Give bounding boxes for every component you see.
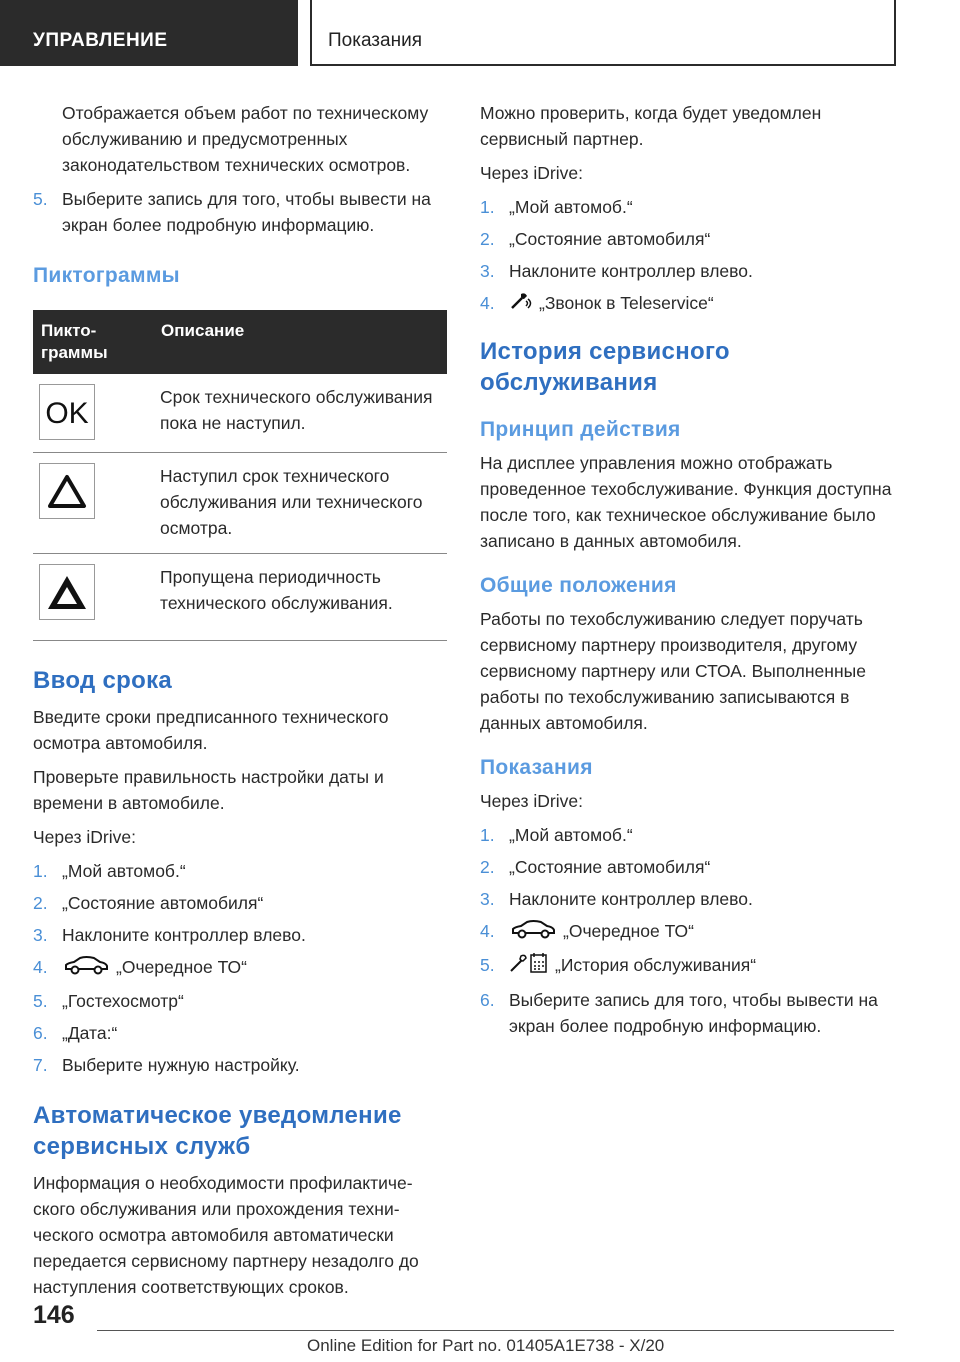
wrench-phone-icon	[509, 291, 533, 318]
page-title: Показания	[328, 30, 422, 51]
right-column	[480, 100, 900, 1047]
warning-triangle-filled-icon	[39, 564, 95, 620]
date-entry-heading: Ввод срока	[33, 667, 173, 694]
list-item: 5. „Гостехосмотр“	[33, 990, 184, 1011]
list-item: 1. „Мой автомоб.“	[480, 824, 633, 845]
auto-notify-paragraph: Информация о необходимости профилактического обслуживания или прохождения технического осмотра автомобиля автоматически передается сервисному партнеру незадолго до наступления соответствующих сроков.	[33, 1172, 419, 1297]
title-tab	[310, 0, 896, 66]
section-tab	[0, 0, 298, 66]
intro-steps	[33, 186, 447, 238]
page-number: 146	[33, 1301, 75, 1329]
table-row	[33, 374, 447, 453]
list-item	[33, 186, 447, 238]
step-number: 5.	[33, 189, 48, 209]
row-description: Срок технического обслуживания пока не наступил.	[160, 387, 433, 433]
list-item: 2. „Состояние автомобиля“	[480, 856, 711, 877]
row-description: Наступил срок технического обслуживания или технического осмотра.	[160, 466, 423, 538]
teleservice-steps	[480, 194, 900, 318]
list-item: 5. „История обслуживания“	[480, 952, 900, 981]
pictogram-table	[33, 310, 447, 641]
list-item: 3. Наклоните контроллер влево.	[33, 925, 306, 945]
pictograms-heading: Пиктограммы	[33, 264, 180, 287]
date-steps	[33, 858, 447, 1078]
display-heading: Показания	[480, 755, 593, 779]
ok-icon	[39, 384, 95, 440]
step-text: Выберите запись для того, чтобы вывести на экран более подробную информацию.	[62, 189, 431, 235]
principle-paragraph: На дисплее управления можно отображать проведенное техобслуживание. Функция доступна после того, как техническое обслуживание было записано в данных автомобиля.	[480, 452, 892, 551]
col-header-description: Описание	[161, 321, 245, 340]
general-paragraph: Работы по техобслуживанию следует поручать сервисному партнеру производителя, другому сервисному партнеру или СТОА. Выполненные работы по техобслуживанию записываются в данных автомобиля.	[480, 608, 866, 733]
left-column	[33, 100, 447, 1308]
list-item: 1. „Мой автомоб.“	[480, 197, 633, 217]
list-item: 6. Выберите запись для того, чтобы вывести на экран более подробную информацию.	[480, 989, 878, 1036]
idrive-paragraph: Через iDrive:	[480, 163, 583, 183]
table-header	[33, 310, 447, 374]
table-row	[33, 453, 447, 554]
intro-paragraph: Отображается объем работ по техническому обслуживанию и предусмотренных законодательством технических осмотров.	[62, 103, 429, 175]
list-item: 4. „Очередное ТО“	[480, 918, 900, 946]
auto-notify-heading: Автоматическое уведомление сервисных служб	[33, 1101, 402, 1160]
warning-triangle-icon	[39, 463, 95, 519]
list-item: 7. Выберите нужную настройку.	[33, 1054, 300, 1075]
service-history-icon	[509, 952, 549, 981]
list-item: 3. Наклоните контроллер влево.	[480, 261, 753, 281]
history-steps	[480, 822, 900, 1039]
service-history-heading: История сервисного обслуживания	[480, 337, 730, 396]
list-item: 1. „Мой автомоб.“	[33, 861, 186, 881]
date-paragraph-2: Проверьте правильность настройки даты и времени в автомобиле.	[33, 767, 384, 813]
page-header	[0, 0, 960, 66]
table-row	[33, 554, 447, 641]
list-item: 4. „Очередное ТО“	[33, 954, 447, 982]
list-item: 6. „Дата:“	[33, 1022, 118, 1043]
date-paragraph-3: Через iDrive:	[33, 827, 136, 847]
svg-text:OK: OK	[45, 397, 89, 428]
car-icon	[509, 919, 557, 946]
display-paragraph: Через iDrive:	[480, 790, 583, 811]
edition-text: Online Edition for Part no. 01405A1E738 - X/20	[307, 1336, 665, 1355]
list-item: 2. „Состояние автомобиля“	[33, 893, 264, 913]
footer-divider	[97, 1330, 894, 1331]
row-description: Пропущена периодичность технического обслуживания.	[160, 567, 393, 613]
section-label: УПРАВЛЕНИЕ	[33, 30, 168, 51]
car-icon	[62, 955, 110, 982]
general-heading: Общие положения	[480, 573, 677, 597]
col-header-pictogram: Пиктограммы	[41, 321, 108, 362]
principle-heading: Принцип действия	[480, 417, 681, 441]
list-item: 4. „Звонок в Teleservice“	[480, 290, 900, 318]
list-item: 3. Наклоните контроллер влево.	[480, 888, 753, 909]
list-item: 2. „Состояние автомобиля“	[480, 229, 711, 249]
date-paragraph-1: Введите сроки предписанного технического осмотра автомобиля.	[33, 707, 389, 753]
notify-paragraph: Можно проверить, когда будет уведомлен сервисный партнер.	[480, 103, 822, 149]
